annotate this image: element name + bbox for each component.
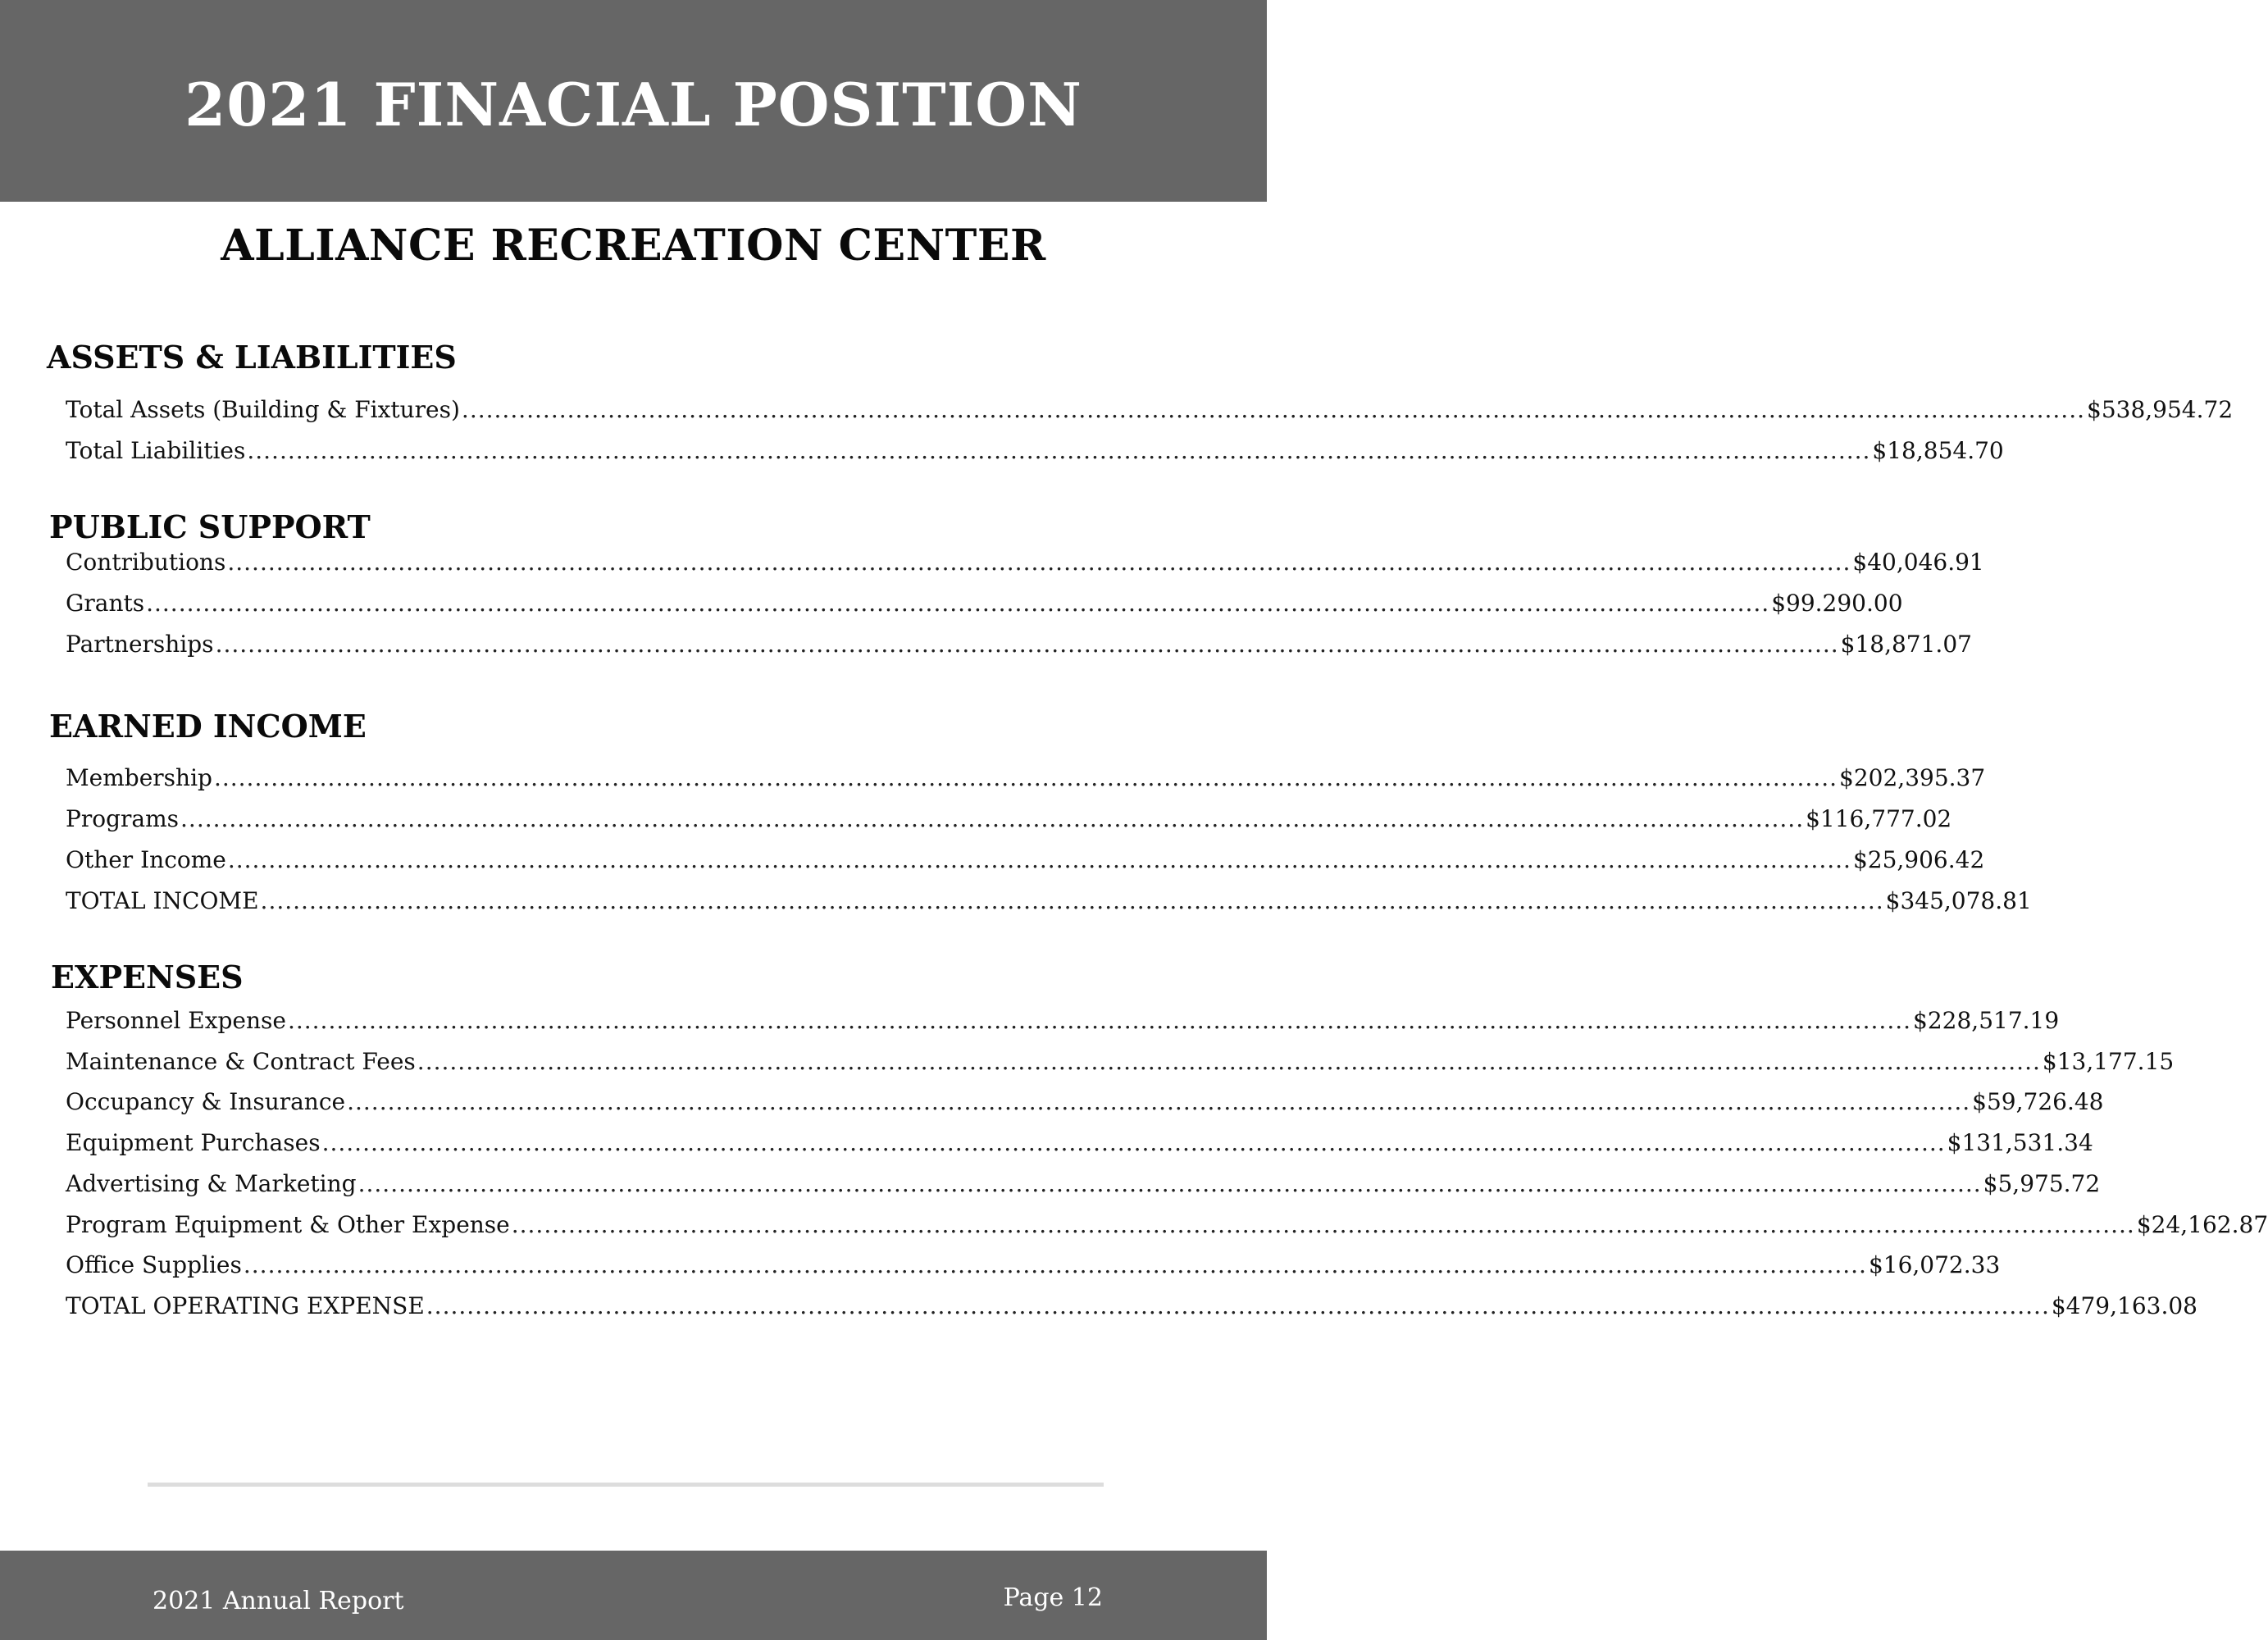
item-value: $24,162.87 [2136,1211,2268,1238]
line-item-contributions [66,544,1984,581]
item-label: Contributions [66,549,226,576]
dot-leader: ........................................................................................................................................................................................................ [417,1048,2041,1075]
line-item-other-income [66,842,1985,878]
report-name: 2021 Annual Report [153,1587,404,1615]
item-label: Total Liabilities [66,437,246,464]
line-item-personnel-expense [66,1003,2060,1039]
dot-leader: ........................................................................................................................................................................................................ [321,1129,1946,1156]
line-item-total-assets [66,392,2234,428]
line-item-occupancy-insurance [66,1084,2104,1120]
item-value: $116,777.02 [1806,805,1952,832]
dot-leader: ........................................................................................................................................................................................................ [243,1251,1867,1278]
dot-leader: ........................................................................................................................................................................................................ [215,631,1839,658]
item-label: Membership [66,764,212,791]
item-value: $538,954.72 [2087,396,2234,423]
section-heading-assets-liabilities: ASSETS & LIABILITIES [47,339,457,376]
dot-leader: ........................................................................................................................................................................................................ [347,1088,1971,1115]
dot-leader: ........................................................................................................................................................................................................ [146,590,1770,617]
section-heading-public-support: PUBLIC SUPPORT [49,508,371,545]
item-label: TOTAL OPERATING EXPENSE [66,1292,425,1319]
dot-leader: ........................................................................................................................................................................................................ [461,396,2085,423]
item-value: $59,726.48 [1972,1088,2104,1115]
item-value: $25,906.42 [1852,846,1985,873]
item-value: $18,871.07 [1840,631,1972,658]
item-value: $131,531.34 [1947,1129,2093,1156]
dot-leader: ........................................................................................................................................................................................................ [260,887,1884,914]
line-item-grants [66,585,1903,622]
dot-leader: ........................................................................................................................................................................................................ [227,549,1851,576]
item-label: Occupancy & Insurance [66,1088,346,1115]
line-item-total-income [66,883,2032,919]
item-label: Program Equipment & Other Expense [66,1211,510,1238]
dot-leader: ........................................................................................................................................................................................................ [426,1292,2050,1319]
dot-leader: ........................................................................................................................................................................................................ [511,1211,2135,1238]
item-value: $345,078.81 [1885,887,2032,914]
line-item-advertising-marketing [66,1166,2101,1202]
line-item-total-liabilities [66,433,2004,469]
item-value: $13,177.15 [2042,1048,2175,1075]
item-value: $16,072.33 [1868,1251,2001,1278]
dot-leader: ........................................................................................................................................................................................................ [247,437,1871,464]
item-value: $18,854.70 [1872,437,2004,464]
item-label: Advertising & Marketing [66,1170,357,1197]
line-item-program-equipment-other [66,1207,2268,1243]
item-label: Partnerships [66,631,214,658]
item-label: Equipment Purchases [66,1129,321,1156]
page-title: 2021 FINACIAL POSITION [184,70,1082,139]
item-label: Programs [66,805,180,832]
item-value: $479,163.08 [2051,1292,2197,1319]
item-value: $40,046.91 [1852,549,1984,576]
line-item-maintenance-contract-fees [66,1044,2175,1080]
dot-leader: ........................................................................................................................................................................................................ [358,1170,1982,1197]
item-label: Office Supplies [66,1251,242,1278]
item-value: $228,517.19 [1913,1007,2060,1034]
line-item-membership [66,760,1986,796]
line-item-office-supplies [66,1247,2001,1283]
item-label: Maintenance & Contract Fees [66,1048,416,1075]
line-item-partnerships [66,626,1972,663]
dot-leader: ........................................................................................................................................................................................................ [287,1007,1912,1034]
item-label: Personnel Expense [66,1007,286,1034]
dot-leader: ........................................................................................................................................................................................................ [227,846,1851,873]
item-value: $99.290.00 [1771,590,1903,617]
item-label: TOTAL INCOME [66,887,259,914]
organization-name: ALLIANCE RECREATION CENTER [221,221,1046,271]
item-label: Grants [66,590,145,617]
header-banner [0,0,1267,202]
item-label: Total Assets (Building & Fixtures) [66,396,460,423]
line-item-total-operating-expense [66,1288,2197,1324]
dot-leader: ........................................................................................................................................................................................................ [180,805,1805,832]
dot-leader: ........................................................................................................................................................................................................ [213,764,1838,791]
item-value: $5,975.72 [1983,1170,2101,1197]
line-item-equipment-purchases [66,1125,2093,1161]
section-heading-expenses: EXPENSES [51,959,244,995]
section-heading-earned-income: EARNED INCOME [49,708,367,745]
page-number: Page 12 [1003,1583,1103,1612]
line-item-programs [66,801,1952,837]
footer-divider [148,1483,1104,1487]
footer-bar [0,1551,1267,1640]
item-label: Other Income [66,846,226,873]
item-value: $202,395.37 [1839,764,1986,791]
